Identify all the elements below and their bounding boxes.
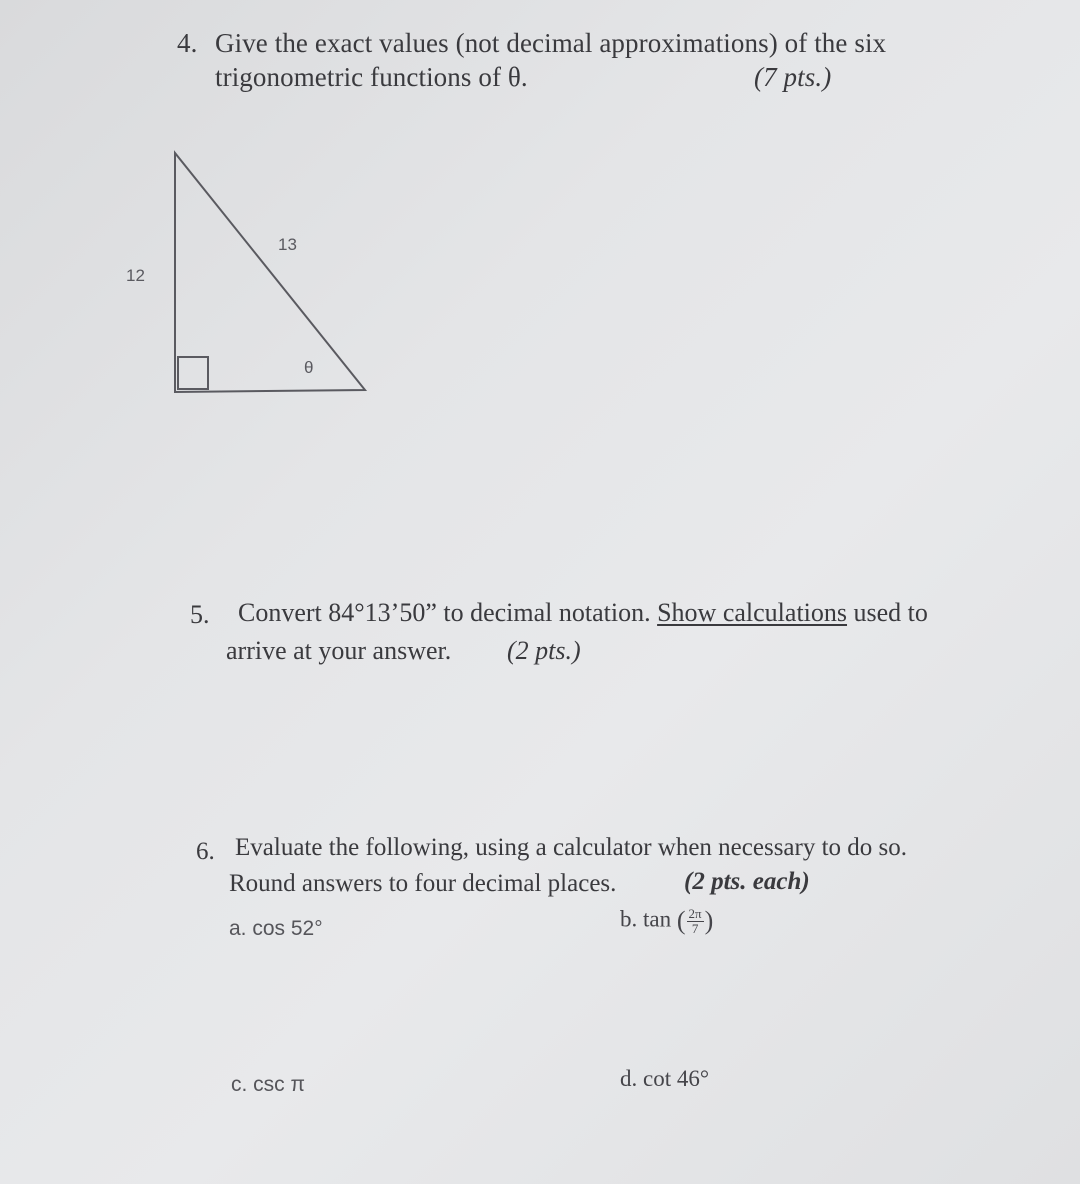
leg-length-label: 12 bbox=[126, 266, 145, 285]
q4-number: 4. bbox=[177, 28, 198, 58]
q6-part-a: a. cos 52° bbox=[229, 917, 323, 940]
q5-show-calculations: Show calculations bbox=[657, 598, 848, 627]
q4-points: (7 pts.) bbox=[754, 62, 832, 92]
theta-angle-label: θ bbox=[304, 358, 314, 377]
q5-prompt-line2: arrive at your answer. bbox=[226, 636, 452, 665]
fraction-2pi-over-7 bbox=[687, 907, 704, 936]
fraction-denominator: 7 bbox=[691, 920, 699, 936]
q6-part-b: b. tan ( $\frac{2\pi}{7}$ ) bbox=[620, 905, 714, 936]
q6-points: (2 pts. each) bbox=[684, 868, 810, 895]
q6-prompt-line2: Round answers to four decimal places. bbox=[229, 870, 617, 897]
right-angle-marker bbox=[178, 357, 208, 389]
q5-prompt-post: used to bbox=[847, 598, 928, 627]
fraction-numerator: 2π bbox=[688, 905, 702, 921]
q6-part-c: c. csc π bbox=[231, 1073, 305, 1096]
q4-prompt-line1: Give the exact values (not decimal approximations) of the six bbox=[215, 28, 887, 58]
q5-prompt-line1 bbox=[238, 598, 928, 628]
hypotenuse-length-label: 13 bbox=[278, 235, 297, 254]
q6-part-b-prefix: b. tan bbox=[620, 906, 677, 932]
q6-prompt-line1: Evaluate the following, using a calculator when necessary to do so. bbox=[235, 834, 908, 861]
q4-prompt-line2: trigonometric functions of θ. bbox=[215, 62, 528, 92]
q6-number: 6. bbox=[196, 838, 215, 865]
q5-prompt-pre: Convert 84°13’50” to decimal notation. bbox=[238, 598, 658, 627]
q5-number: 5. bbox=[190, 600, 210, 629]
q6-part-d: d. cot 46° bbox=[620, 1066, 710, 1091]
q5-points: (2 pts.) bbox=[507, 636, 581, 665]
